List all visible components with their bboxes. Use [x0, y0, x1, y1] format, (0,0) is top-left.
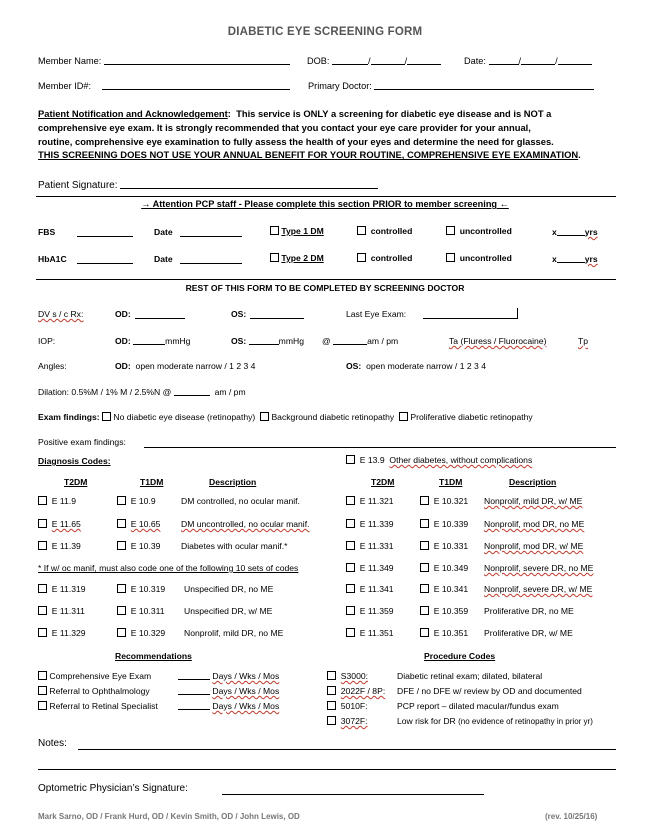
tp-label [578, 336, 588, 346]
fbs-date-label: Date [154, 227, 173, 237]
attention-banner: → Attention PCP staff - Please complete this section PRIOR to member screening ← [141, 199, 509, 209]
fbs-years-label: yrs [584, 227, 598, 237]
t1dm-checkbox[interactable] [420, 584, 429, 593]
primary-doctor-row [308, 81, 594, 91]
hba1c-uncontrolled-checkbox[interactable] [446, 253, 455, 262]
t2dm-code: E 11.359 [359, 606, 394, 616]
t1dm-code: E 10.331 [433, 541, 469, 551]
notice-line-2: comprehensive eye exam. It is strongly recommended that you contact your eye care provider for your annual, [38, 121, 531, 133]
notice-line-1: This service is ONLY a screening for diabetic eye disease and is NOT a [236, 108, 552, 119]
angles-os-options[interactable]: open moderate narrow / 1 2 3 4 [366, 361, 486, 371]
t1dm-checkbox[interactable] [117, 541, 126, 550]
code-description-text: Nonprolif, severe DR, w/ ME [484, 584, 593, 594]
angles-os-row [346, 361, 486, 371]
t2dm-checkbox[interactable] [38, 628, 47, 637]
t2dm-code: E 11.65 [51, 519, 81, 529]
notice-line-3: routine, comprehensive eye examination to fully assess the health of your eyes and determine the need for glasses. [38, 135, 554, 147]
date-year-field[interactable] [558, 64, 592, 65]
hba1c-value-field[interactable] [77, 253, 133, 264]
t1dm-checkbox[interactable] [117, 519, 126, 528]
code-description [484, 519, 584, 529]
t2dm-checkbox[interactable] [38, 496, 47, 505]
t1dm-code: E 10.339 [433, 519, 469, 529]
t2dm-checkbox[interactable] [346, 563, 355, 572]
t2dm-checkbox[interactable] [346, 541, 355, 550]
iop-od-field[interactable] [133, 344, 165, 345]
t2dm-code: E 11.321 [359, 496, 394, 506]
t2dm-checkbox[interactable] [346, 496, 355, 505]
finding-proliferative-label: Proliferative diabetic retinopathy [410, 412, 533, 422]
fbs-controlled-label: controlled [370, 226, 413, 236]
t1dm-code: E 10.359 [433, 606, 469, 616]
procedure-checkbox[interactable] [327, 686, 336, 695]
e139-code: E 13.9 [359, 455, 385, 465]
t2dm-code: E 11.349 [359, 563, 394, 573]
fbs-uncontrolled-checkbox[interactable] [446, 226, 455, 235]
code-description-text: Nonprolif, mod DR, w/ ME [484, 541, 584, 551]
fbs-controlled-checkbox[interactable] [357, 226, 366, 235]
t2dm-code: E 11.311 [51, 606, 85, 616]
hba1c-label: HbA1C [38, 254, 67, 264]
fbs-uncontrolled-label: uncontrolled [459, 226, 512, 236]
e139-checkbox[interactable] [346, 455, 355, 464]
notice-block: Patient Notification and Acknowledgement: This service is ONLY a screening for diabetic eye disease and is NOT a comprehensive eye exam. It is strongly recommended that you contact your eye care provider for your annual, routine, comprehensive eye examination to fully assess the health of your eyes and determine the need for glasses. THIS SCREENING DOES NOT USE YOUR ANNUAL BENEFIT FOR YOUR ROUTINE, COMPREHENSIVE EYE EXAMINATION. [38, 108, 581, 161]
procedure-item [327, 701, 368, 711]
code-row [346, 519, 394, 529]
t1dm-checkbox[interactable] [420, 628, 429, 637]
diagnosis-codes-label: Diagnosis Codes: [38, 456, 111, 466]
t2dm-code: E 11.329 [51, 628, 86, 638]
dob-label: DOB: [307, 56, 330, 66]
code-description [181, 519, 310, 529]
code-row [38, 628, 86, 638]
iop-label: IOP: [38, 336, 56, 346]
code-row [38, 584, 86, 594]
hba1c-years-prefix: x [552, 254, 557, 264]
code-row [117, 606, 165, 616]
right-col-description: Description [509, 477, 557, 487]
code-row [38, 519, 81, 529]
dilation-am-pm: am / pm [214, 387, 246, 397]
code-row [420, 496, 468, 506]
type2-option[interactable] [270, 253, 324, 263]
fbs-date-field[interactable] [180, 226, 242, 237]
recommendation-duration [178, 701, 279, 711]
t1dm-code: E 10.311 [130, 606, 165, 616]
procedure-code: 2022F / 8P: [340, 686, 386, 696]
code-description [484, 563, 593, 573]
hba1c-years-label: yrs [584, 254, 598, 264]
code-row [117, 584, 165, 594]
t1dm-checkbox[interactable] [420, 606, 429, 615]
procedure-item [327, 671, 368, 681]
notes-field[interactable] [78, 749, 616, 750]
type2-checkbox[interactable] [270, 253, 279, 262]
exam-findings-row [38, 412, 533, 422]
dob-month-field[interactable] [332, 64, 368, 65]
last-exam-field[interactable] [423, 308, 518, 319]
hba1c-uncontrolled-label: uncontrolled [459, 253, 512, 263]
code-description: DM controlled, no ocular manif. [181, 496, 300, 506]
fbs-value-field[interactable] [77, 226, 133, 237]
t1dm-checkbox[interactable] [117, 606, 126, 615]
member-name-field[interactable] [104, 64, 290, 65]
hba1c-years-field[interactable] [557, 262, 585, 263]
type1-label: Type 1 DM [281, 226, 324, 236]
procedure-code: 5010F: [340, 701, 368, 711]
ta-label-text: Ta (Fluress / Fluorocaine) [449, 336, 547, 346]
code-row [346, 628, 394, 638]
t1dm-checkbox[interactable] [420, 541, 429, 550]
dob-row: DOB: / / [307, 56, 441, 66]
finding-proliferative-checkbox[interactable] [399, 412, 408, 421]
code-description: Diabetes with ocular manif.* [181, 541, 288, 551]
procedure-desc: PCP report – dilated macular/fundus exam [397, 701, 559, 711]
angles-od-label: OD: [115, 361, 131, 371]
left-col-t2dm: T2DM [64, 477, 88, 487]
code-row [346, 584, 394, 594]
patient-signature-label: Patient Signature: [38, 180, 118, 191]
procedure-item [327, 716, 368, 726]
iop-od-row [115, 336, 190, 346]
t1dm-code: E 10.65 [130, 519, 161, 529]
recommendation-checkbox[interactable] [38, 671, 47, 680]
hba1c-date-field[interactable] [180, 253, 242, 264]
t2dm-checkbox[interactable] [38, 519, 47, 528]
positive-findings-field[interactable] [144, 447, 616, 448]
finding-none-checkbox[interactable] [102, 412, 111, 421]
fbs-label: FBS [38, 227, 56, 237]
notice-warning: THIS SCREENING DOES NOT USE YOUR ANNUAL BENEFIT FOR YOUR ROUTINE, COMPREHENSIVE EYE EXAMINATION [38, 149, 579, 161]
finding-none-label: No diabetic eye disease (retinopathy) [113, 412, 256, 422]
recommendation-unit: Days / Wks / Mos [212, 671, 280, 681]
fbs-controlled-option[interactable] [357, 226, 412, 236]
divider [36, 279, 616, 280]
e139-row [346, 455, 532, 465]
code-row [420, 584, 468, 594]
recommendation-label: Referral to Retinal Specialist [49, 701, 158, 711]
angles-od-row [115, 361, 255, 371]
notes-label: Notes: [38, 738, 67, 749]
code-description [484, 496, 582, 506]
code-row [117, 519, 160, 529]
notes-field[interactable] [38, 769, 616, 770]
iop-od-unit: mmHg [165, 336, 191, 346]
code-row [346, 563, 394, 573]
footer-doctors: Mark Sarno, OD / Frank Hurd, OD / Kevin Smith, OD / John Lewis, OD [38, 812, 300, 821]
fbs-uncontrolled-option[interactable] [446, 226, 512, 236]
doctor-section-heading: REST OF THIS FORM TO BE COMPLETED BY SCREENING DOCTOR [185, 283, 465, 293]
last-exam-label: Last Eye Exam: [346, 309, 407, 319]
patient-signature-row [38, 180, 378, 191]
recommendation-item [38, 686, 150, 696]
dv-os-field[interactable] [250, 308, 304, 319]
t1dm-code: E 10.319 [130, 584, 166, 594]
t2dm-checkbox[interactable] [346, 519, 355, 528]
procedure-code: S3000: [340, 671, 369, 681]
date-month-field[interactable] [489, 64, 519, 65]
dilation-label: Dilation: 0.5%M / 1% M / 2.5%N @ [38, 387, 172, 397]
procedure-code: 3072F: [340, 716, 368, 726]
angles-od-options[interactable]: open moderate narrow / 1 2 3 4 [135, 361, 256, 371]
t2dm-checkbox[interactable] [346, 584, 355, 593]
e139-desc: Other diabetes, without complications [389, 455, 533, 465]
hba1c-controlled-option[interactable] [357, 253, 412, 263]
hba1c-years-row [552, 254, 598, 264]
type2-label: Type 2 DM [281, 253, 324, 263]
t1dm-checkbox[interactable] [420, 496, 429, 505]
right-col-t2dm: T2DM [371, 477, 395, 487]
procedure-checkbox[interactable] [327, 671, 336, 680]
iop-at-label: @ [322, 336, 331, 346]
recommendation-duration-field[interactable] [178, 679, 210, 680]
t2dm-code: E 11.9 [51, 496, 76, 506]
t2dm-code: E 11.339 [359, 519, 394, 529]
recommendation-unit: Days / Wks / Mos [212, 686, 280, 696]
iop-od-label: OD: [115, 336, 131, 346]
code-row [346, 496, 394, 506]
optometrist-signature-field[interactable] [222, 794, 484, 795]
tp-label-text: Tp [578, 336, 589, 346]
code-row [420, 519, 468, 529]
procedure-codes-heading: Procedure Codes [424, 651, 496, 661]
recommendation-label: Referral to Ophthalmology [49, 686, 150, 696]
primary-doctor-field[interactable] [374, 89, 594, 90]
code-description-text: Nonprolif, mod DR, no ME [484, 519, 585, 529]
t1dm-code: E 10.351 [433, 628, 469, 638]
code-row [420, 541, 468, 551]
type1-option[interactable] [270, 226, 324, 236]
t1dm-code: E 10.39 [130, 541, 161, 551]
dv-od-label: OD: [115, 309, 131, 319]
date-day-field[interactable] [521, 64, 555, 65]
hba1c-date-label: Date [154, 254, 173, 264]
recommendation-duration [178, 671, 279, 681]
t2dm-checkbox[interactable] [346, 628, 355, 637]
t1dm-checkbox[interactable] [420, 563, 429, 572]
member-name-row [38, 56, 290, 66]
dv-od-field[interactable] [135, 308, 185, 319]
hba1c-controlled-label: controlled [370, 253, 413, 263]
recommendations-heading: Recommendations [115, 651, 192, 661]
code-row [346, 541, 394, 551]
finding-background-label: Background diabetic retinopathy [271, 412, 395, 422]
t1dm-checkbox[interactable] [117, 496, 126, 505]
divider [36, 196, 616, 197]
dilation-row [38, 387, 246, 397]
recommendation-duration [178, 686, 279, 696]
procedure-desc: DFE / no DFE w/ review by OD and documented [397, 686, 582, 696]
code-description [484, 584, 592, 594]
iop-am-pm-label: am / pm [367, 336, 399, 346]
code-row [38, 541, 81, 551]
code-description [484, 541, 583, 551]
procedure-desc [397, 716, 593, 726]
procedure-item [327, 686, 385, 696]
t1dm-checkbox[interactable] [420, 519, 429, 528]
t1dm-code: E 10.9 [130, 496, 156, 506]
dv-label-text: DV s / c Rx: [38, 309, 84, 319]
t1dm-code: E 10.329 [130, 628, 166, 638]
code-row [420, 606, 468, 616]
t2dm-checkbox[interactable] [346, 606, 355, 615]
dilation-time-field[interactable] [174, 395, 210, 396]
t1dm-checkbox[interactable] [117, 628, 126, 637]
t2dm-checkbox[interactable] [38, 541, 47, 550]
ta-label [449, 336, 546, 346]
code-row [420, 628, 468, 638]
code-description: Proliferative DR, no ME [484, 606, 574, 616]
angles-os-label: OS: [346, 361, 362, 371]
t2dm-checkbox[interactable] [38, 584, 47, 593]
fbs-years-prefix: x [552, 227, 557, 237]
left-col-t1dm: T1DM [140, 477, 164, 487]
dob-year-field[interactable] [407, 64, 441, 65]
form-title: DIABETIC EYE SCREENING FORM [227, 26, 423, 38]
recommendation-unit: Days / Wks / Mos [212, 701, 280, 711]
code-row [346, 606, 394, 616]
code-row [420, 563, 468, 573]
t2dm-checkbox[interactable] [38, 606, 47, 615]
code-row [38, 606, 85, 616]
procedure-checkbox[interactable] [327, 701, 336, 710]
member-name-label: Member Name: [38, 56, 102, 66]
manif-note [38, 563, 298, 573]
angles-label: Angles: [38, 361, 67, 371]
recommendation-duration-field[interactable] [178, 709, 210, 710]
t2dm-code: E 11.319 [51, 584, 86, 594]
left-col-description: Description [209, 477, 257, 487]
right-col-t1dm: T1DM [439, 477, 463, 487]
t1dm-code: E 10.349 [433, 563, 469, 573]
dv-label [38, 309, 83, 319]
dob-day-field[interactable] [371, 64, 405, 65]
primary-doctor-label: Primary Doctor: [308, 81, 372, 91]
code-row [117, 496, 156, 506]
hba1c-uncontrolled-option[interactable] [446, 253, 512, 263]
iop-time-field[interactable] [333, 344, 367, 345]
footer-revision: (rev. 10/25/16) [545, 812, 598, 821]
code-description: Unspecified DR, w/ ME [184, 606, 273, 616]
t1dm-checkbox[interactable] [117, 584, 126, 593]
member-id-label: Member ID#: [38, 81, 92, 91]
code-row [117, 628, 165, 638]
low-risk-note: (no evidence of retinopathy in prior yr) [458, 717, 593, 726]
code-description-text: DM uncontrolled, no ocular manif. [181, 519, 310, 529]
recommendation-duration-field[interactable] [178, 694, 210, 695]
date-label: Date: [464, 56, 486, 66]
fbs-years-row [552, 227, 598, 237]
code-description-text: Nonprolif, severe DR, no ME [484, 563, 594, 573]
type1-checkbox[interactable] [270, 226, 279, 235]
notice-heading: Patient Notification and Acknowledgement [38, 108, 228, 119]
procedure-checkbox[interactable] [327, 716, 336, 725]
optometrist-signature-label: Optometric Physician’s Signature: [38, 783, 188, 794]
member-id-row [38, 81, 290, 91]
code-description: Proliferative DR, w/ ME [484, 628, 573, 638]
member-id-field[interactable] [102, 89, 290, 90]
t2dm-code: E 11.351 [359, 628, 394, 638]
code-row [117, 541, 160, 551]
t2dm-code: E 11.341 [359, 584, 394, 594]
recommendation-checkbox[interactable] [38, 686, 47, 695]
recommendation-label: Comprehensive Eye Exam [49, 671, 152, 681]
manif-note-text: * If w/ oc manif, must also code one of the following 10 sets of codes [38, 563, 299, 573]
t2dm-code: E 11.331 [359, 541, 394, 551]
t2dm-code: E 11.39 [51, 541, 81, 551]
hba1c-controlled-checkbox[interactable] [357, 253, 366, 262]
iop-time-row [322, 336, 398, 346]
dv-os-label: OS: [231, 309, 247, 319]
iop-os-label: OS: [231, 336, 247, 346]
positive-findings-label: Positive exam findings: [38, 437, 126, 447]
fbs-years-field[interactable] [557, 235, 585, 236]
code-row [38, 496, 76, 506]
recommendation-checkbox[interactable] [38, 701, 47, 710]
t1dm-code: E 10.321 [433, 496, 469, 506]
iop-os-unit: mmHg [278, 336, 304, 346]
exam-findings-label: Exam findings: [38, 412, 100, 422]
date-row: Date: / / [464, 56, 592, 66]
recommendation-item [38, 701, 158, 711]
code-description: Unspecified DR, no ME [184, 584, 274, 594]
recommendation-item [38, 671, 151, 681]
code-description: Nonprolif, mild DR, no ME [184, 628, 284, 638]
finding-background-checkbox[interactable] [260, 412, 269, 421]
code-description-text: Nonprolif, mild DR, w/ ME [484, 496, 583, 506]
patient-signature-field[interactable] [120, 188, 378, 189]
procedure-desc: Diabetic retinal exam; dilated, bilateral [397, 671, 543, 681]
t1dm-code: E 10.341 [433, 584, 469, 594]
iop-os-row [231, 336, 304, 346]
iop-os-field[interactable] [249, 344, 279, 345]
procedure-desc-text: Low risk for DR [397, 716, 456, 726]
